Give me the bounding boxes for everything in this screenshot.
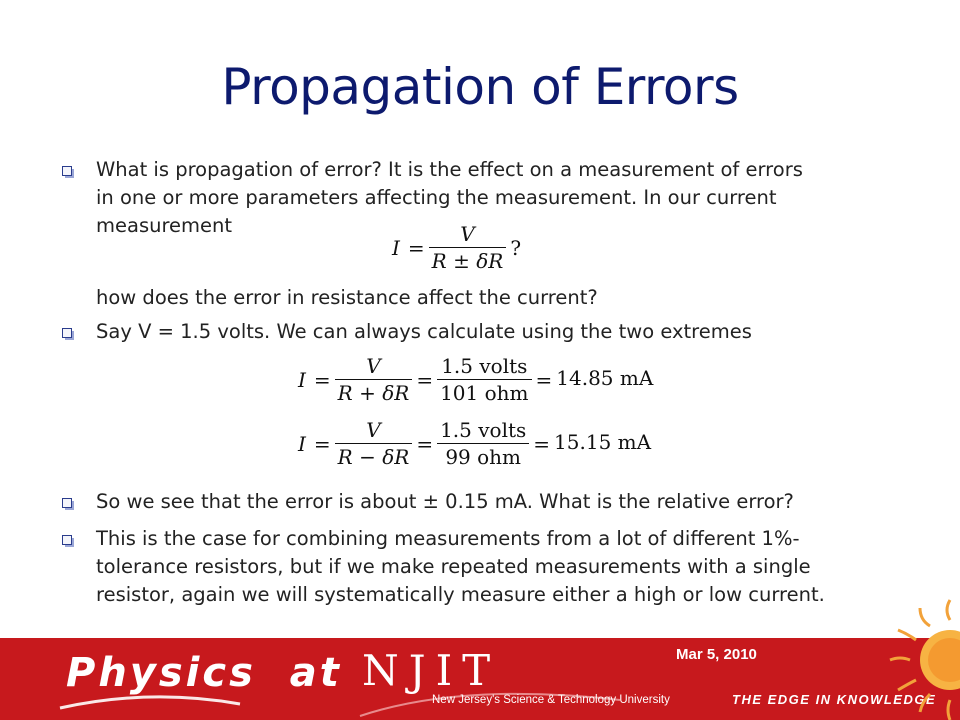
- eq1-numerator: V: [460, 222, 475, 246]
- equation-current-uncertain: I = $\frac{V}{R \pm \delta R}$ ?: [388, 222, 525, 273]
- bullet-4-line-1: This is the case for combining measurements from a lot of different 1%-: [96, 527, 800, 550]
- bullet-1-line-3: measurement: [96, 214, 233, 237]
- eq3-numerator: V: [366, 418, 381, 442]
- eq1-suffix: ?: [510, 235, 522, 260]
- footer-tagline: THE EDGE IN KNOWLEDGE: [732, 692, 937, 707]
- eq2-value-denominator: 101 ohm: [440, 381, 529, 405]
- eq3-value-numerator: 1.5 volts: [440, 418, 527, 442]
- bullet-4-line-3: resistor, again we will systematically measure either a high or low current.: [96, 583, 825, 606]
- bullet-2-line-1: Say V = 1.5 volts. We can always calculate using the two extremes: [96, 320, 752, 343]
- eq3-result: 15.15 mA: [554, 430, 652, 454]
- sun-icon: [888, 582, 960, 720]
- equation-current-high: I = $\frac{V}{R - \delta R}$ = $\frac{\text{1.5 volts}}{\text{99 ohm}}$ = 15.15 mA: [294, 418, 651, 469]
- university-name: New Jersey's Science & Technology University: [432, 694, 670, 706]
- bullet-1-line-2: in one or more parameters affecting the measurement. In our current: [96, 186, 777, 209]
- eq2-result: 14.85 mA: [556, 366, 654, 390]
- bullet-marker: [62, 166, 74, 178]
- bullet-1-line-1: What is propagation of error? It is the effect on a measurement of errors: [96, 158, 803, 181]
- bullet-marker: [62, 328, 74, 340]
- bullet-marker: [62, 498, 74, 510]
- eq3-lhs: I: [298, 431, 306, 456]
- eq2-denominator: R + δR: [337, 381, 410, 405]
- footer-physics-logo: Physics at: [66, 650, 342, 696]
- eq2-lhs: I: [298, 367, 306, 392]
- eq1-lhs: I: [392, 235, 400, 260]
- slide-title: Propagation of Errors: [221, 58, 739, 116]
- njit-logo: NJIT: [362, 646, 501, 695]
- equation-current-low: I = $\frac{V}{R + \delta R}$ = $\frac{\text{1.5 volts}}{\text{101 ohm}}$ = 14.85 mA: [294, 354, 653, 405]
- bullet-4-line-2: tolerance resistors, but if we make repeated measurements with a single: [96, 555, 811, 578]
- bullet-1-continuation: how does the error in resistance affect the current?: [96, 286, 598, 309]
- bullet-3-line-1: So we see that the error is about ± 0.15 mA. What is the relative error?: [96, 490, 794, 513]
- slide-date: Mar 5, 2010: [676, 646, 757, 663]
- bullet-marker: [62, 535, 74, 547]
- eq2-value-numerator: 1.5 volts: [441, 354, 528, 378]
- eq2-numerator: V: [366, 354, 381, 378]
- eq1-denominator: R ± δR: [431, 249, 504, 273]
- eq3-denominator: R − δR: [337, 445, 410, 469]
- eq3-value-denominator: 99 ohm: [445, 445, 522, 469]
